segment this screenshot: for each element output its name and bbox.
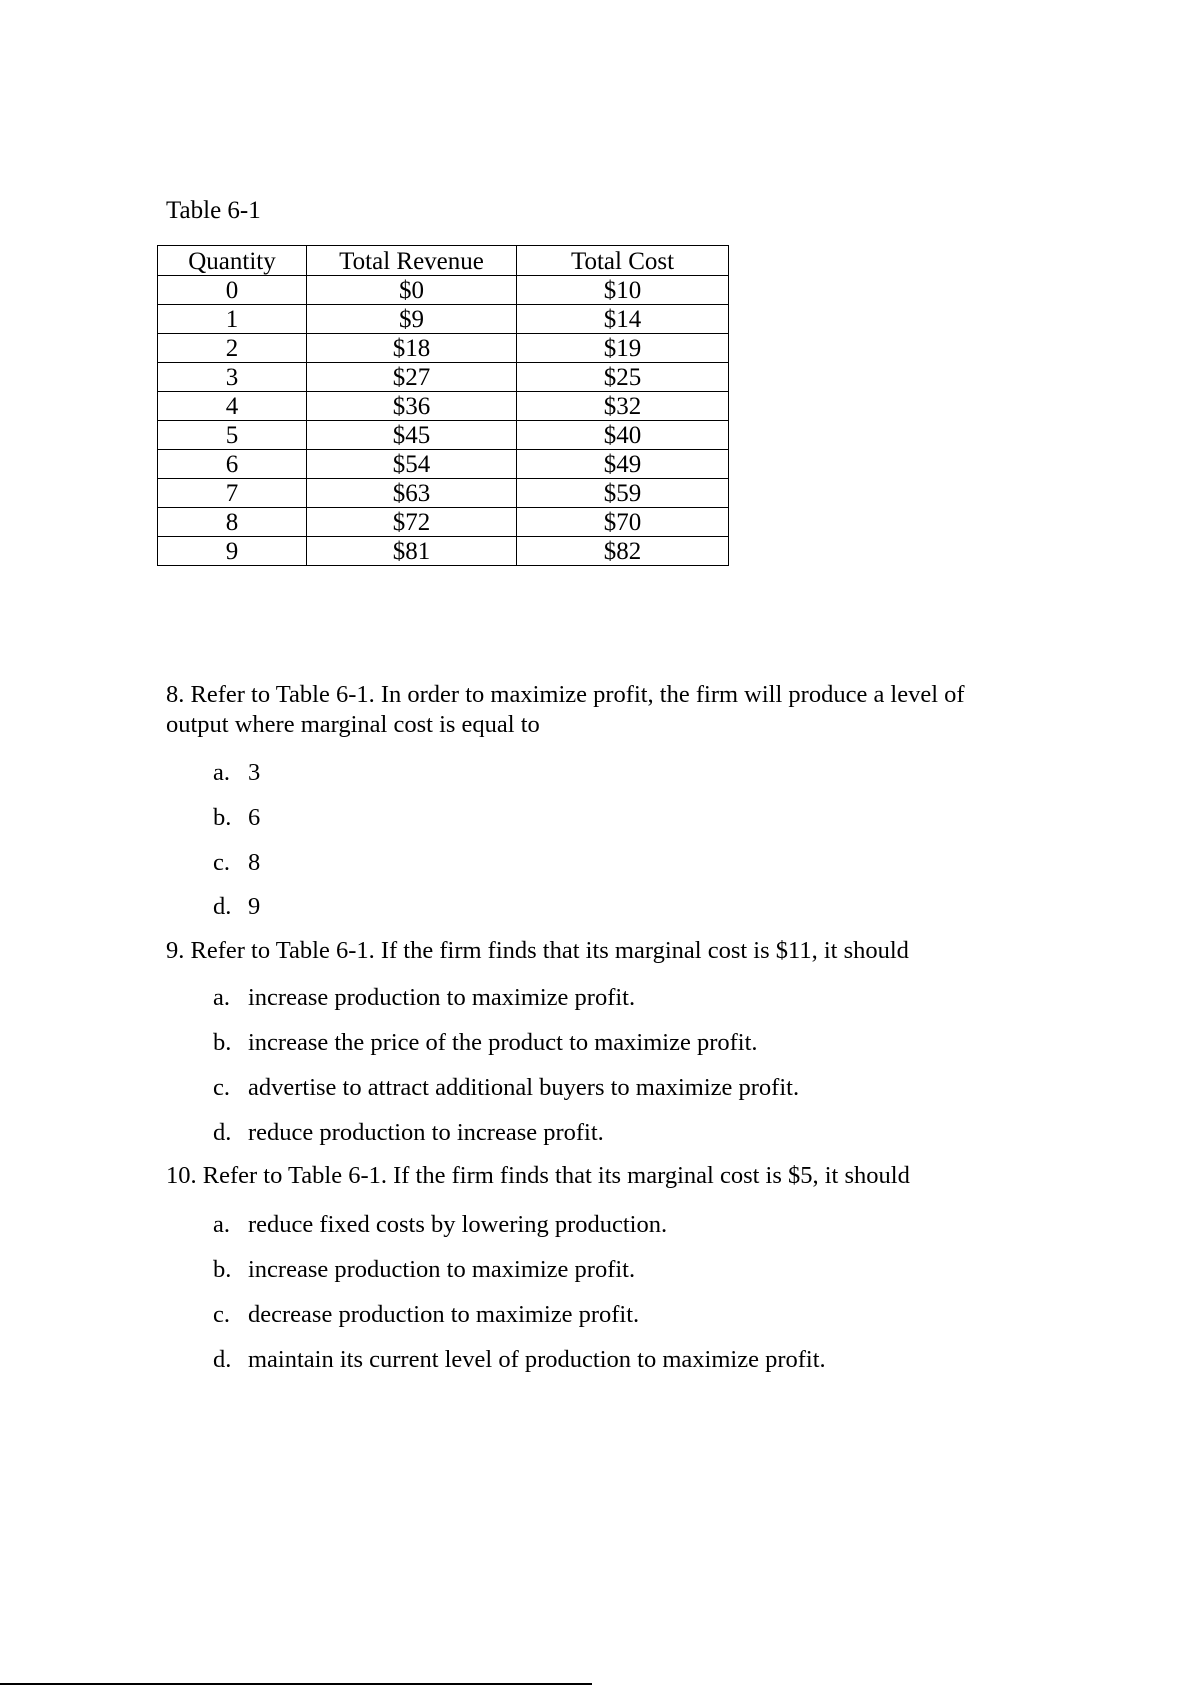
data-table <box>157 245 729 566</box>
question-10-option-c <box>213 1300 639 1330</box>
cell-total-cost: $59 <box>517 479 729 508</box>
question-8-option-b <box>213 803 260 833</box>
cell-total-cost: $70 <box>517 508 729 537</box>
cell-total-cost: $49 <box>517 450 729 479</box>
question-10-option-d <box>213 1345 826 1375</box>
cell-quantity: 7 <box>158 479 307 508</box>
table-row <box>158 537 729 566</box>
option-letter: b. <box>213 1256 232 1283</box>
table-row <box>158 479 729 508</box>
column-header-total-revenue: Total Revenue <box>307 246 517 276</box>
cell-quantity: 1 <box>158 305 307 334</box>
option-text: increase production to maximize profit. <box>248 1256 636 1283</box>
cell-quantity: 8 <box>158 508 307 537</box>
table-row <box>158 305 729 334</box>
question-9-option-b <box>213 1028 758 1058</box>
table-row <box>158 363 729 392</box>
cell-total-cost: $10 <box>517 276 729 305</box>
table-row <box>158 421 729 450</box>
option-letter: d. <box>213 893 232 920</box>
option-text: 3 <box>248 759 261 786</box>
table-row <box>158 276 729 305</box>
option-letter: d. <box>213 1346 232 1373</box>
option-text: increase production to maximize profit. <box>248 984 636 1011</box>
option-letter: c. <box>213 1301 230 1328</box>
option-letter: a. <box>213 984 230 1011</box>
cell-quantity: 5 <box>158 421 307 450</box>
question-9-option-d <box>213 1118 604 1148</box>
question-10-option-b <box>213 1255 635 1285</box>
cell-quantity: 0 <box>158 276 307 305</box>
question-8-option-c <box>213 848 260 878</box>
cell-quantity: 6 <box>158 450 307 479</box>
option-letter: c. <box>213 1074 230 1101</box>
column-header-total-cost: Total Cost <box>517 246 729 276</box>
option-text: 8 <box>248 849 261 876</box>
cell-total-revenue: $27 <box>307 363 517 392</box>
cell-quantity: 4 <box>158 392 307 421</box>
cell-total-revenue: $45 <box>307 421 517 450</box>
cell-total-cost: $19 <box>517 334 729 363</box>
cell-total-revenue: $54 <box>307 450 517 479</box>
option-letter: a. <box>213 759 230 786</box>
cell-total-cost: $82 <box>517 537 729 566</box>
question-9-option-a <box>213 983 635 1013</box>
cell-total-revenue: $72 <box>307 508 517 537</box>
cell-total-revenue: $81 <box>307 537 517 566</box>
question-10-option-a <box>213 1210 667 1240</box>
cell-total-cost: $25 <box>517 363 729 392</box>
option-letter: d. <box>213 1119 232 1146</box>
option-text: 6 <box>248 804 261 831</box>
cell-total-revenue: $36 <box>307 392 517 421</box>
question-10-text: 10. Refer to Table 6-1. If the firm finds that its marginal cost is $5, it should <box>166 1162 910 1189</box>
option-letter: c. <box>213 849 230 876</box>
cell-quantity: 3 <box>158 363 307 392</box>
question-8-text: 8. Refer to Table 6-1. In order to maximize profit, the firm will produce a level of output where marginal cost is equal to <box>166 681 965 738</box>
cell-total-revenue: $63 <box>307 479 517 508</box>
option-text: advertise to attract additional buyers to maximize profit. <box>248 1074 800 1101</box>
column-header-quantity: Quantity <box>158 246 307 276</box>
question-8-option-a <box>213 758 260 788</box>
cell-quantity: 2 <box>158 334 307 363</box>
option-text: 9 <box>248 893 261 920</box>
table-title: Table 6-1 <box>166 197 261 224</box>
question-9-text: 9. Refer to Table 6-1. If the firm finds that its marginal cost is $11, it should <box>166 937 909 964</box>
option-text: decrease production to maximize profit. <box>248 1301 640 1328</box>
option-letter: a. <box>213 1211 230 1238</box>
cell-total-cost: $14 <box>517 305 729 334</box>
question-9-option-c <box>213 1073 799 1103</box>
table-row <box>158 450 729 479</box>
option-text: reduce production to increase profit. <box>248 1119 604 1146</box>
option-text: reduce fixed costs by lowering production. <box>248 1211 668 1238</box>
option-letter: b. <box>213 804 232 831</box>
cell-total-revenue: $9 <box>307 305 517 334</box>
option-text: increase the price of the product to maximize profit. <box>248 1029 758 1056</box>
table-row <box>158 508 729 537</box>
cell-quantity: 9 <box>158 537 307 566</box>
cell-total-revenue: $18 <box>307 334 517 363</box>
table-header-row <box>158 246 729 276</box>
cell-total-cost: $40 <box>517 421 729 450</box>
cell-total-cost: $32 <box>517 392 729 421</box>
table-row <box>158 392 729 421</box>
option-text: maintain its current level of production to maximize profit. <box>248 1346 826 1373</box>
table-row <box>158 334 729 363</box>
cell-total-revenue: $0 <box>307 276 517 305</box>
option-letter: b. <box>213 1029 232 1056</box>
question-8-option-d <box>213 892 260 922</box>
